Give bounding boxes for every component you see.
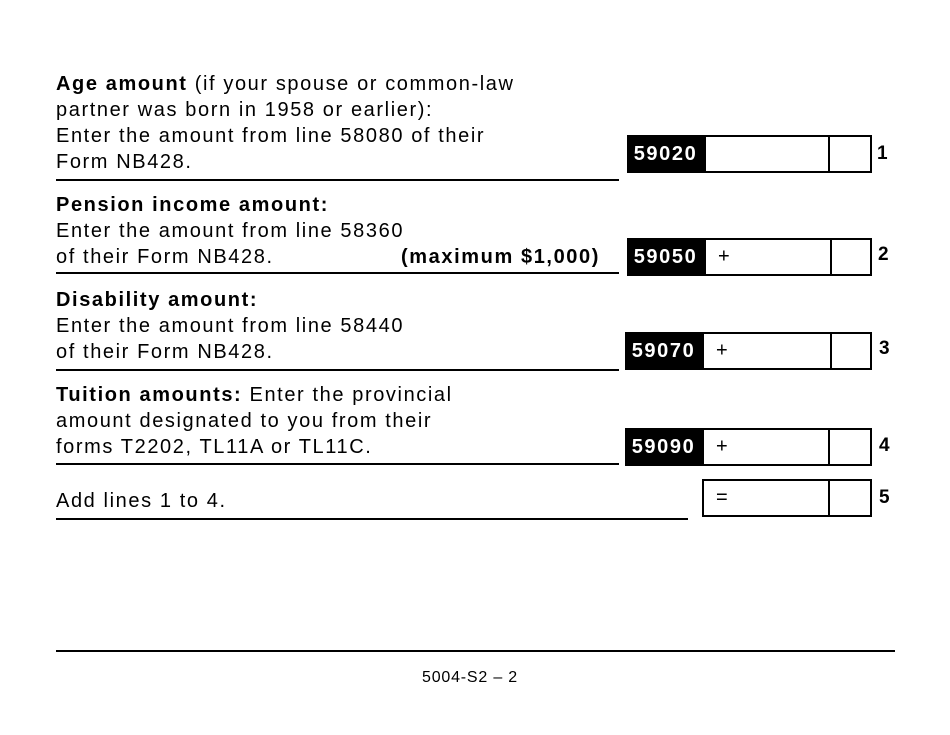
- disability-amount-line-2: Enter the amount from line 58440: [56, 315, 405, 337]
- pension-amount-line-2: Enter the amount from line 58360: [56, 220, 405, 242]
- tuition-amount-line-1: [56, 382, 453, 408]
- total-amount-field[interactable]: [702, 479, 872, 517]
- line-number-5: 5: [879, 487, 890, 508]
- disability-amount-underline: [56, 369, 619, 371]
- tuition-amount-cents-divider: [828, 428, 830, 466]
- footer-rule: [56, 650, 895, 652]
- total-amount-cents-divider: [828, 479, 830, 517]
- line-number-2: 2: [878, 244, 889, 265]
- total-underline: [56, 518, 688, 520]
- line-number-3: 3: [879, 338, 890, 359]
- tuition-amount-operator: +: [716, 435, 728, 458]
- tuition-amount-line-3: forms T2202, TL11A or TL11C.: [56, 436, 373, 458]
- age-amount-line-3: Enter the amount from line 58080 of their: [56, 125, 486, 147]
- tuition-amount-title: Tuition amounts:: [56, 384, 243, 406]
- disability-amount-title: Disability amount:: [56, 289, 259, 311]
- line-code-59090: 59090: [625, 428, 702, 466]
- tuition-amount-intro: Enter the provincial: [249, 384, 453, 406]
- disability-amount-line-3: of their Form NB428.: [56, 341, 274, 363]
- line-code-59070: 59070: [625, 332, 702, 370]
- footer-form-id: 5004-S2 – 2: [422, 669, 518, 686]
- line-number-1: 1: [877, 143, 888, 164]
- age-amount-title: Age amount: [56, 73, 188, 95]
- age-amount-line-4: Form NB428.: [56, 151, 193, 173]
- age-amount-line-2: partner was born in 1958 or earlier):: [56, 99, 434, 121]
- age-amount-condition: (if your spouse or common-law: [194, 73, 515, 95]
- line-number-4: 4: [879, 435, 890, 456]
- pension-maximum-note: (maximum $1,000): [401, 246, 601, 268]
- total-amount-operator: =: [716, 486, 728, 509]
- total-label: Add lines 1 to 4.: [56, 490, 227, 512]
- disability-amount-operator: +: [716, 339, 728, 362]
- age-amount-underline: [56, 179, 619, 181]
- line-code-59020: 59020: [627, 135, 704, 173]
- tuition-amount-underline: [56, 463, 619, 465]
- pension-amount-underline: [56, 272, 619, 274]
- pension-amount-cents-divider: [830, 238, 832, 276]
- disability-amount-cents-divider: [830, 332, 832, 370]
- age-amount-field[interactable]: [704, 135, 872, 173]
- line-code-59050: 59050: [627, 238, 704, 276]
- pension-amount-field[interactable]: [704, 238, 872, 276]
- pension-amount-title: Pension income amount:: [56, 194, 330, 216]
- tuition-amount-field[interactable]: [702, 428, 872, 466]
- pension-amount-line-3: of their Form NB428.: [56, 246, 274, 268]
- age-amount-cents-divider: [828, 135, 830, 173]
- pension-amount-operator: +: [718, 245, 730, 268]
- disability-amount-field[interactable]: [702, 332, 872, 370]
- tuition-amount-line-2: amount designated to you from their: [56, 410, 433, 432]
- age-amount-line-1: [56, 71, 515, 97]
